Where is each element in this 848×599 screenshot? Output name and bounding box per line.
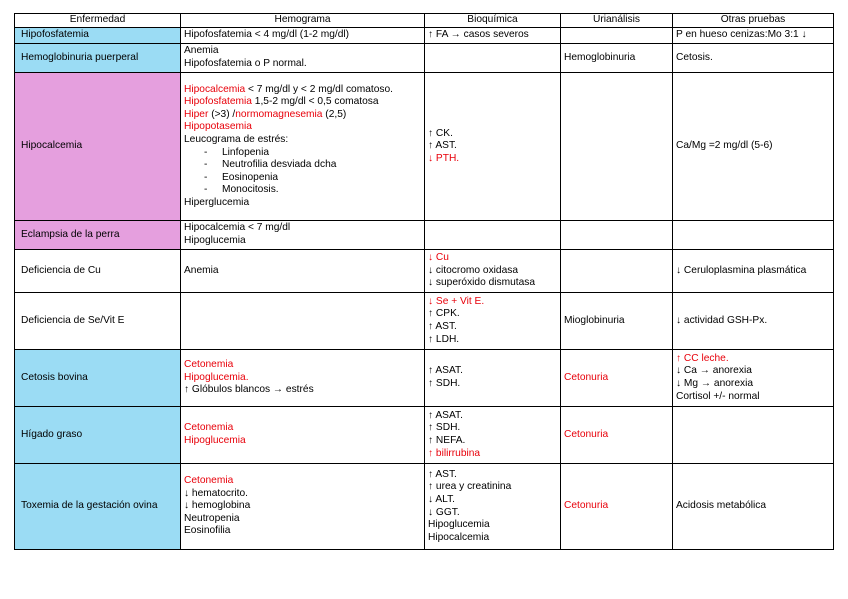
bioquimica-line: Hipocalcemia bbox=[428, 531, 490, 543]
term-detail: 1,5-2 mg/dl < 0,5 comatosa bbox=[251, 96, 379, 108]
hemograma-line: ↓ hemoglobina bbox=[184, 500, 251, 512]
bioquimica-line: ↑ SDH. bbox=[428, 422, 461, 434]
hemograma-line bbox=[184, 84, 421, 97]
table-row bbox=[15, 464, 834, 550]
bioquimica-line: ↑ NEFA. bbox=[428, 435, 466, 446]
table-row bbox=[15, 350, 834, 407]
table-row bbox=[15, 44, 834, 73]
urianalisis-cell bbox=[561, 350, 673, 407]
bioquimica-line: ↓ Cu bbox=[428, 252, 449, 264]
disease-cell: Deficiencia de Cu bbox=[15, 250, 181, 293]
term-detail: < 7 mg/dl y < 2 mg/dl comatoso. bbox=[245, 83, 393, 95]
urianalisis-cell bbox=[561, 73, 673, 221]
list-dash: - bbox=[204, 171, 208, 183]
hemograma-line: Cetonemia bbox=[184, 359, 234, 371]
otras-line: Cetosis. bbox=[676, 51, 713, 63]
otras-line: Cortisol +/- normal bbox=[676, 390, 760, 402]
bioquimica-cell bbox=[425, 44, 561, 73]
disease-cell: Toxemia de la gestación ovina bbox=[15, 464, 181, 550]
hemograma-line: Neutropenia bbox=[184, 512, 240, 524]
red-term: Hiper bbox=[184, 108, 209, 120]
disease-cell: Eclampsia de la perra bbox=[15, 221, 181, 250]
disease-cell: Hipofosfatemia bbox=[15, 28, 181, 44]
list-item-text: Eosinopenia bbox=[222, 171, 279, 183]
bioquimica-cell bbox=[425, 221, 561, 250]
hemograma-line bbox=[184, 96, 421, 109]
list-item-text: Monocitosis. bbox=[222, 184, 279, 196]
hemograma-cell bbox=[181, 407, 425, 464]
list-dash: - bbox=[204, 146, 208, 158]
otras-line: ↑ CC leche. bbox=[676, 352, 729, 364]
table-row bbox=[15, 250, 834, 293]
urianalisis-line: Cetonuria bbox=[564, 428, 609, 440]
hemograma-cell bbox=[181, 293, 425, 350]
bioquimica-line: ↑ AST. bbox=[428, 321, 457, 332]
bioquimica-line: ↓ citocromo oxidasa bbox=[428, 264, 519, 276]
list-item bbox=[184, 172, 421, 185]
term-detail: (>3) / bbox=[208, 108, 236, 120]
otras-cell bbox=[673, 221, 834, 250]
bioquimica-line: ↓ superóxido dismutasa bbox=[428, 277, 536, 289]
hemograma-cell bbox=[181, 464, 425, 550]
hemograma-cell bbox=[181, 350, 425, 407]
bioquimica-line: ↑ AST. bbox=[428, 468, 457, 480]
urianalisis-cell bbox=[561, 221, 673, 250]
list-item-text: Neutrofilia desviada dcha bbox=[222, 159, 337, 171]
hemograma-cell bbox=[181, 44, 425, 73]
bioquimica-line: ↑ ASAT. bbox=[428, 365, 463, 377]
hemograma-line: Anemia bbox=[184, 45, 219, 57]
hemograma-line: Hipopotasemia bbox=[184, 121, 252, 133]
bioquimica-line: ↑ SDH. bbox=[428, 378, 461, 389]
bioquimica-line: ↑ CK. bbox=[428, 127, 453, 139]
otras-line: Ca/Mg =2 mg/dl (5-6) bbox=[676, 140, 773, 152]
bioquimica-line: ↑ AST. bbox=[428, 140, 457, 152]
bioquimica-line: ↓ Se + Vit E. bbox=[428, 295, 485, 307]
header-otras-pruebas: Otras pruebas bbox=[673, 14, 834, 28]
hemograma-line: ↑ Glóbulos blancos → estrés bbox=[184, 384, 314, 396]
table-row bbox=[15, 407, 834, 464]
hemograma-cell bbox=[181, 73, 425, 221]
otras-line: ↓ Mg → anorexia bbox=[676, 378, 754, 389]
otras-cell bbox=[673, 407, 834, 464]
otras-line: ↓ actividad GSH-Px. bbox=[676, 314, 768, 326]
bioquimica-line: ↑ FA → casos severos bbox=[428, 29, 529, 41]
hemograma-cell bbox=[181, 28, 425, 44]
header-bioquimica: Bioquímica bbox=[425, 14, 561, 28]
red-term: normomagnesemia bbox=[235, 108, 323, 120]
red-term: Hipocalcemia bbox=[184, 83, 246, 95]
hemograma-line bbox=[184, 109, 421, 122]
urianalisis-line: Mioglobinuria bbox=[564, 314, 625, 326]
hemograma-line: Hipofosfatemia < 4 mg/dl (1-2 mg/dl) bbox=[184, 29, 350, 41]
bioquimica-cell bbox=[425, 28, 561, 44]
hemograma-line: Cetonemia bbox=[184, 475, 234, 487]
bioquimica-cell bbox=[425, 350, 561, 407]
table-row bbox=[15, 28, 834, 44]
hemograma-cell bbox=[181, 221, 425, 250]
bioquimica-line: ↓ GGT. bbox=[428, 506, 460, 518]
header-enfermedad: Enfermedad bbox=[15, 14, 181, 28]
table-row bbox=[15, 73, 834, 221]
otras-cell bbox=[673, 250, 834, 293]
otras-cell bbox=[673, 73, 834, 221]
bioquimica-line: ↓ ALT. bbox=[428, 493, 455, 505]
hemograma-line: Cetonemia bbox=[184, 422, 234, 434]
hemograma-line: Hipoglucemia bbox=[184, 235, 246, 246]
otras-line: ↓ Ca → anorexia bbox=[676, 365, 752, 377]
urianalisis-cell bbox=[561, 293, 673, 350]
disease-cell: Cetosis bovina bbox=[15, 350, 181, 407]
list-dash: - bbox=[204, 159, 208, 171]
bioquimica-cell bbox=[425, 464, 561, 550]
otras-line: P en hueso cenizas:Mo 3:1 ↓ bbox=[676, 29, 807, 41]
hemograma-line: Hiperglucemia bbox=[184, 196, 250, 208]
bioquimica-line: ↑ urea y creatinina bbox=[428, 481, 512, 493]
otras-line: ↓ Ceruloplasmina plasmática bbox=[676, 264, 807, 276]
bioquimica-line: ↑ ASAT. bbox=[428, 409, 463, 421]
list-item bbox=[184, 184, 421, 197]
hemograma-line: Anemia bbox=[184, 264, 219, 276]
urianalisis-cell bbox=[561, 44, 673, 73]
urianalisis-cell bbox=[561, 28, 673, 44]
bioquimica-line: ↑ LDH. bbox=[428, 333, 460, 345]
hemograma-line: Eosinofilia bbox=[184, 525, 231, 537]
bioquimica-cell bbox=[425, 73, 561, 221]
otras-cell bbox=[673, 350, 834, 407]
otras-cell bbox=[673, 44, 834, 73]
list-item bbox=[184, 159, 421, 172]
disease-cell: Hipocalcemia bbox=[15, 73, 181, 221]
disease-cell: Hemoglobinuria puerperal bbox=[15, 44, 181, 73]
bioquimica-cell bbox=[425, 250, 561, 293]
hemograma-cell bbox=[181, 250, 425, 293]
bioquimica-line: Hipoglucemia bbox=[428, 519, 490, 531]
header-urianalisis: Urianálisis bbox=[561, 14, 673, 28]
urianalisis-line: Hemoglobinuria bbox=[564, 51, 636, 63]
diagnostic-table bbox=[14, 13, 834, 550]
table-row bbox=[15, 293, 834, 350]
disease-cell: Hígado graso bbox=[15, 407, 181, 464]
disease-cell: Deficiencia de Se/Vit E bbox=[15, 293, 181, 350]
table-row bbox=[15, 221, 834, 250]
hemograma-line: Hipofosfatemia o P normal. bbox=[184, 58, 307, 69]
bioquimica-cell bbox=[425, 407, 561, 464]
bioquimica-cell bbox=[425, 293, 561, 350]
urianalisis-cell bbox=[561, 250, 673, 293]
red-term: Hipofosfatemia bbox=[184, 96, 252, 108]
otras-cell bbox=[673, 464, 834, 550]
hemograma-line: Hipoglucemia bbox=[184, 435, 246, 446]
list-item-text: Linfopenia bbox=[222, 146, 270, 158]
header-hemograma: Hemograma bbox=[181, 14, 425, 28]
term-detail: (2,5) bbox=[322, 108, 347, 120]
otras-cell bbox=[673, 293, 834, 350]
bioquimica-line: ↑ CPK. bbox=[428, 308, 460, 320]
list-dash: - bbox=[204, 184, 208, 196]
header-row bbox=[15, 14, 834, 28]
urianalisis-cell bbox=[561, 407, 673, 464]
hemograma-line: Hipocalcemia < 7 mg/dl bbox=[184, 222, 291, 234]
bioquimica-line: ↑ bilirrubina bbox=[428, 447, 481, 459]
hemograma-line: ↓ hematocrito. bbox=[184, 487, 248, 499]
urianalisis-line: Cetonuria bbox=[564, 500, 609, 512]
hemograma-line: Hipoglucemia. bbox=[184, 371, 249, 383]
urianalisis-cell bbox=[561, 464, 673, 550]
otras-line: Acidosis metabólica bbox=[676, 500, 767, 512]
hemograma-line: Leucograma de estrés: bbox=[184, 133, 289, 145]
urianalisis-line: Cetonuria bbox=[564, 371, 609, 383]
bioquimica-line: ↓ PTH. bbox=[428, 152, 460, 164]
otras-cell bbox=[673, 28, 834, 44]
list-item bbox=[184, 147, 421, 160]
